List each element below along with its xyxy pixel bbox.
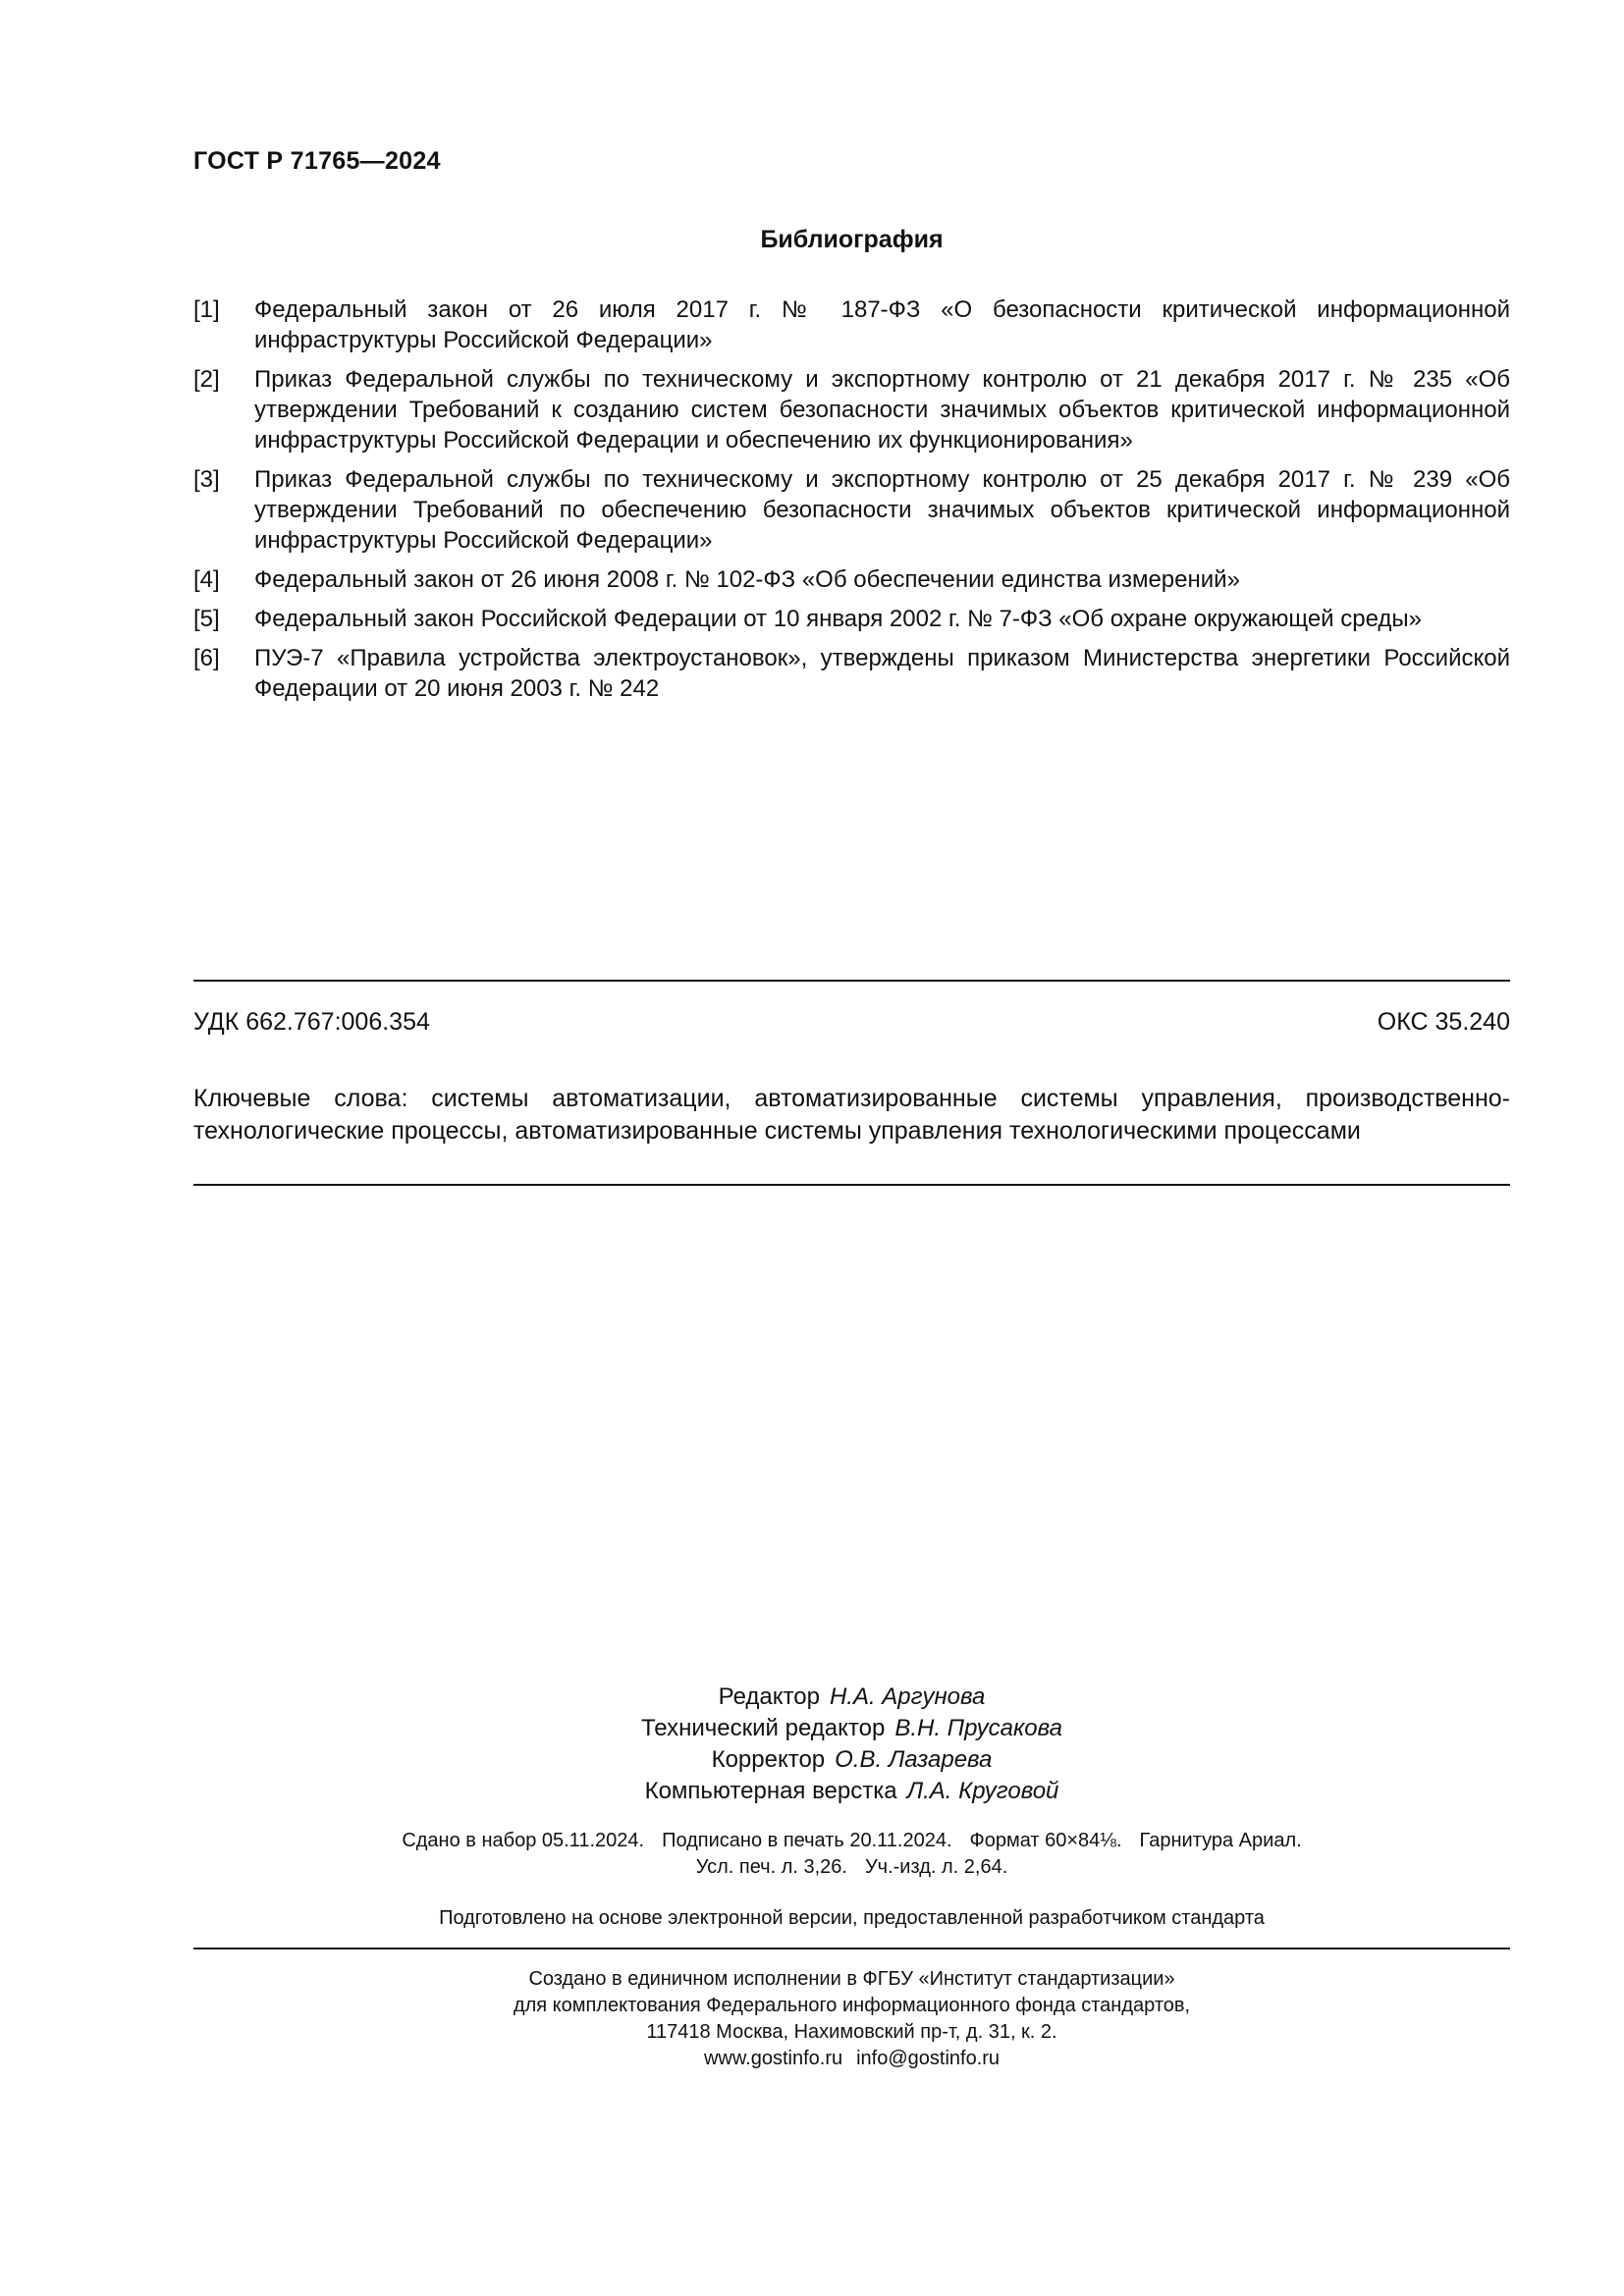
credit-person: В.Н. Прусакова [894,1715,1062,1741]
bibliography-title: Библиография [760,226,944,253]
bibliography-item-number: [2] [193,366,220,393]
bibliography-item-number: [4] [193,566,220,593]
publisher-line-1: Создано в единичном исполнении в ФГБУ «Институт стандартизации» [528,1968,1175,1990]
bibliography-item-text: Приказ Федеральной службы по техническому и экспортному контролю от 21 декабря 2017 г. № 235 «Об утверждении Требований к созданию систем безопасности значимых объектов критической информационной инфраструктуры Российской Федерации и обеспечению их функционирования» [254,366,1510,454]
keywords-block [193,1083,1510,1148]
keywords-label: Ключевые слова: [193,1085,432,1112]
credit-line [193,1713,1510,1744]
udk-code: УДК 662.767:006.354 [193,1008,430,1036]
classification-row [193,1008,1510,1037]
bibliography-item-number: [1] [193,296,220,323]
credit-person: Н.А. Аргунова [829,1683,986,1710]
publisher-block [193,1966,1510,2072]
publisher-line-2: для комплектования Федерального информационного фонда стандартов, [513,1995,1191,2016]
oks-code: ОКС 35.240 [1377,1008,1510,1036]
bibliography-item [193,604,1510,634]
credits-block [193,1682,1510,1807]
bibliography-item-number: [3] [193,466,220,493]
publisher-website-link[interactable]: www.gostinfo.ru [703,2048,843,2069]
imprint-format: Формат 60×84⅛. [969,1830,1122,1851]
credit-person: О.В. Лазарева [835,1746,993,1773]
imprint-print-sheets: Усл. печ. л. 3,26. [695,1856,847,1878]
credit-role: Компьютерная верстка [644,1778,897,1804]
publisher-line-3: 117418 Москва, Нахимовский пр-т, д. 31, к. 2. [646,2021,1057,2043]
bibliography-item [193,294,1510,355]
bibliography-item-text: Приказ Федеральной службы по техническому и экспортному контролю от 25 декабря 2017 г. № 239 «Об утверждении Требований по обеспечению безопасности значимых объектов критической информационной инфраструктуры Российской Федерации» [254,466,1510,554]
imprint-block [193,1828,1510,1881]
imprint-submitted: Сдано в набор 05.11.2024. [402,1830,645,1851]
credit-line [193,1682,1510,1713]
imprint-line-1 [193,1828,1510,1854]
bibliography-item-number: [5] [193,606,220,632]
bibliography-item [193,643,1510,704]
keywords-text: системы автоматизации, автоматизированные системы управления, производственно-технологические процессы, автоматизированные системы управления технологическими процессами [193,1085,1511,1145]
publisher-divider [193,1948,1510,1949]
prepared-note: Подготовлено на основе электронной версии, предоставленной разработчиком стандарта [439,1907,1265,1929]
bibliography-item [193,564,1510,595]
bibliography-item-text: Федеральный закон от 26 июля 2017 г. № 187-ФЗ «О безопасности критической информационной инфраструктуры Российской Федерации» [254,296,1510,353]
bibliography-list [193,294,1510,713]
credit-line [193,1744,1510,1776]
imprint-edit-sheets: Уч.-изд. л. 2,64. [864,1856,1008,1878]
top-divider [193,980,1510,982]
credit-role: Корректор [711,1746,826,1773]
document-code: ГОСТ Р 71765—2024 [193,147,441,175]
credit-role: Технический редактор [640,1715,886,1741]
credit-person: Л.А. Круговой [906,1778,1059,1804]
imprint-line-2 [193,1854,1510,1881]
credit-line [193,1776,1510,1807]
imprint-signed: Подписано в печать 20.11.2024. [662,1830,952,1851]
bibliography-item [193,364,1510,455]
publisher-email-link[interactable]: info@gostinfo.ru [856,2048,1001,2069]
credit-role: Редактор [718,1683,820,1710]
bottom-divider [193,1184,1510,1186]
bibliography-item-text: Федеральный закон Российской Федерации от 10 января 2002 г. № 7-ФЗ «Об охране окружающей среды» [254,606,1423,632]
bibliography-item-text: ПУЭ-7 «Правила устройства электроустановок», утверждены приказом Министерства энергетики Российской Федерации от 20 июня 2003 г. № 242 [254,645,1510,702]
bibliography-item [193,464,1510,556]
imprint-typeface: Гарнитура Ариал. [1139,1830,1302,1851]
bibliography-item-number: [6] [193,645,220,671]
publisher-contacts [193,2046,1510,2072]
bibliography-item-text: Федеральный закон от 26 июня 2008 г. № 102-ФЗ «Об обеспечении единства измерений» [254,566,1240,593]
